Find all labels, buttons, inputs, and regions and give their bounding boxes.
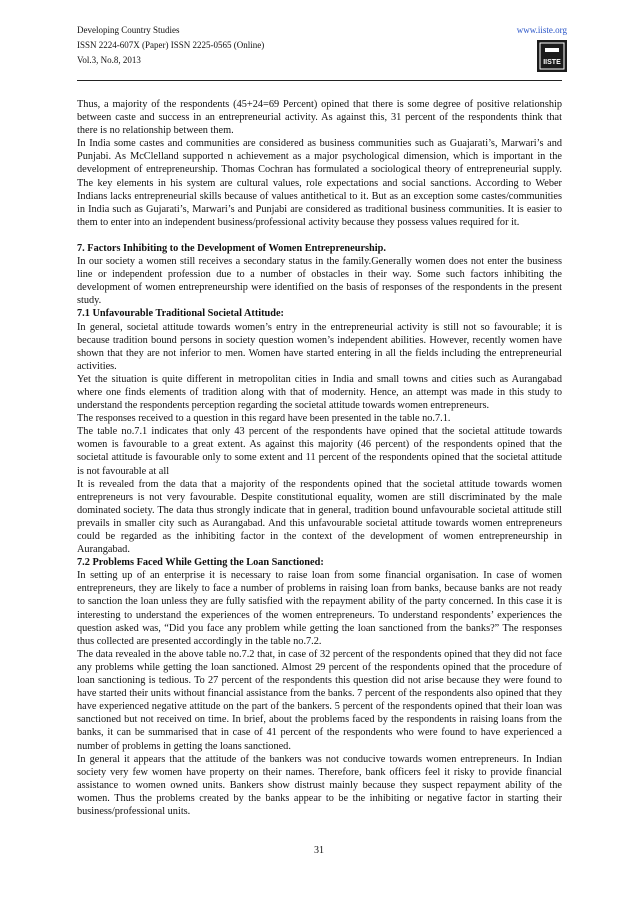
paragraph-secondary-status: In our society a women still receives a secondary status in the family.Generally women does not enter the business line or independent profession due to a number of obstacles in their way. Some such factors inhibiting the development of women entrepreneurship were identified on the basis of responses of the respondents in the present study. bbox=[77, 256, 562, 307]
section-heading-factors: 7. Factors Inhibiting to the Development of Women Entrepreneurship. bbox=[77, 242, 386, 254]
logo-text: IISTE bbox=[543, 59, 561, 66]
journal-url-link[interactable]: www.iiste.org bbox=[516, 25, 567, 35]
article-body bbox=[77, 98, 562, 818]
subsection-heading-societal-attitude: 7.1 Unfavourable Traditional Societal Attitude: bbox=[77, 308, 284, 320]
paragraph-caste-relationship: Thus, a majority of the respondents (45+24=69 Percent) opined that there is some degree of positive relationship between caste and success in an entrepreneurial activity. As against this, 31 percent of the respondents think that there is no relationship between them. bbox=[77, 99, 562, 137]
journal-name: Developing Country Studies bbox=[77, 25, 180, 35]
paragraph-table-7-1: The table no.7.1 indicates that only 43 percent of the respondents have opined that the societal attitude towards women is favourable to a great extent. As against this majority (46 percent) of the respondents opined that the societal attitude is favourable only to some extent and 11 percent of the respondents opined that the societal attitude is not favourable at all bbox=[77, 426, 562, 477]
paragraph-table-7-2: The data revealed in the above table no.7.2 that, in case of 32 percent of the respondents opined that they did not face any problems while getting the loan sanctioned. Almost 29 percent of the respondents opined that the procedure of loan sanctioning is tedious. To 27 percent of the respondents this question did not arise because they were found to have started their units without financial assistance from the banks. 7 percent of the respondents also opined that they have experienced negative attitude on the part of the bankers. 5 percent of the respondents opined that their loan was sanctioned but not received on time. In brief, about the problems faced by the respondents in raising loans from the banks, it can be summarised that in case of 41 percent of the respondents who were found to have experienced a number of problems in getting the loans sanctioned. bbox=[77, 648, 562, 752]
paragraph-raising-loan: In setting up of an enterprise it is necessary to raise loan from some financial organisation. In case of women entrepreneurs, they are likely to face a number of problems in raising loan from banks, because banks are not ready to sanction the loan unless they are fully satisfied with the repayment ability of the party concerned. In this case it is interesting to understand the experiences of the women entrepreneurs. To understand respondents’ experiences the question asked was, “Did you face any problem while getting the loan sanctioned from the banks?” The responses thus collected are presented accordingly in the table no.7.2. bbox=[77, 570, 562, 647]
paragraph-metropolitan-cities: Yet the situation is quite different in metropolitan cities in India and small towns and cities such as Aurangabad where one finds elements of tradition along with that of modernity. Hence, an attempt was made in this study to understand the respondents perception regarding the societal attitude towards women entrepreneurs. bbox=[77, 373, 562, 412]
paragraph-business-communities: In India some castes and communities are considered as business communities such as Guajarati’s, Marwari’s and Punjabi. As McClelland supported n achievement as a major psychological dimension, which is important in the development of entrepreneurship. Thomas Cochran has formulated a sociological theory of entrepreneurial supply. The key elements in his system are cultural values, role expectations and social sanctions. According to Weber Indians lacks entrepreneurial skills because of values antithetical to it. But as an exception some castes/communities in India such as Gujarati’s, Marwari’s and Punjabi are considered as traditional business communities. It is easier to them to enter into an independent business/professional activity because they possess values required for it. bbox=[77, 138, 562, 228]
paragraph-societal-attitude: In general, societal attitude towards women’s entry in the entrepreneurial activity is still not so favourable; it is because tradition bound persons in society question women’s independent abilities. However, recently women have shown that they are not inferior to men. Women have started entering in all the fields including the entrepreneurial activities. bbox=[77, 321, 562, 372]
paragraph-responses-table: The responses received to a question in this regard have been presented in the table no.7.1. bbox=[77, 413, 451, 425]
page-number: 31 bbox=[314, 845, 324, 856]
issn-line: ISSN 2224-607X (Paper) ISSN 2225-0565 (Online) bbox=[77, 40, 265, 50]
volume-line: Vol.3, No.8, 2013 bbox=[77, 55, 141, 65]
iiste-logo-icon bbox=[537, 40, 567, 72]
subsection-heading-loan-problems: 7.2 Problems Faced While Getting the Loan Sanctioned: bbox=[77, 557, 324, 569]
paragraph-bankers-attitude: In general it appears that the attitude of the bankers was not conducive towards women entrepreneurs. In Indian society very few women have property on their names. Therefore, bank officers feel it risky to provide financial assistance to women owned units. Bankers show distrust mainly because they suspect repayment ability of the women. Thus the problems created by the banks appear to be the inhibiting or negative factor in starting their business/professional units. bbox=[77, 753, 562, 817]
paragraph-data-revealed: It is revealed from the data that a majority of the respondents opined that the societal attitude towards women entrepreneurs is not very favourable. Despite constitutional equality, women are still discriminated by the male dominated society. The data thus strongly indicate that in general, tradition bound unfavourable societal attitude still prevails in smaller city such as Aurangabad. And this unfavourable societal attitude towards women entrepreneurs could be regarded as the inhibiting factor in the context of the development of women entrepreneurship in Aurangabad. bbox=[77, 478, 562, 556]
header-rule bbox=[77, 80, 562, 81]
